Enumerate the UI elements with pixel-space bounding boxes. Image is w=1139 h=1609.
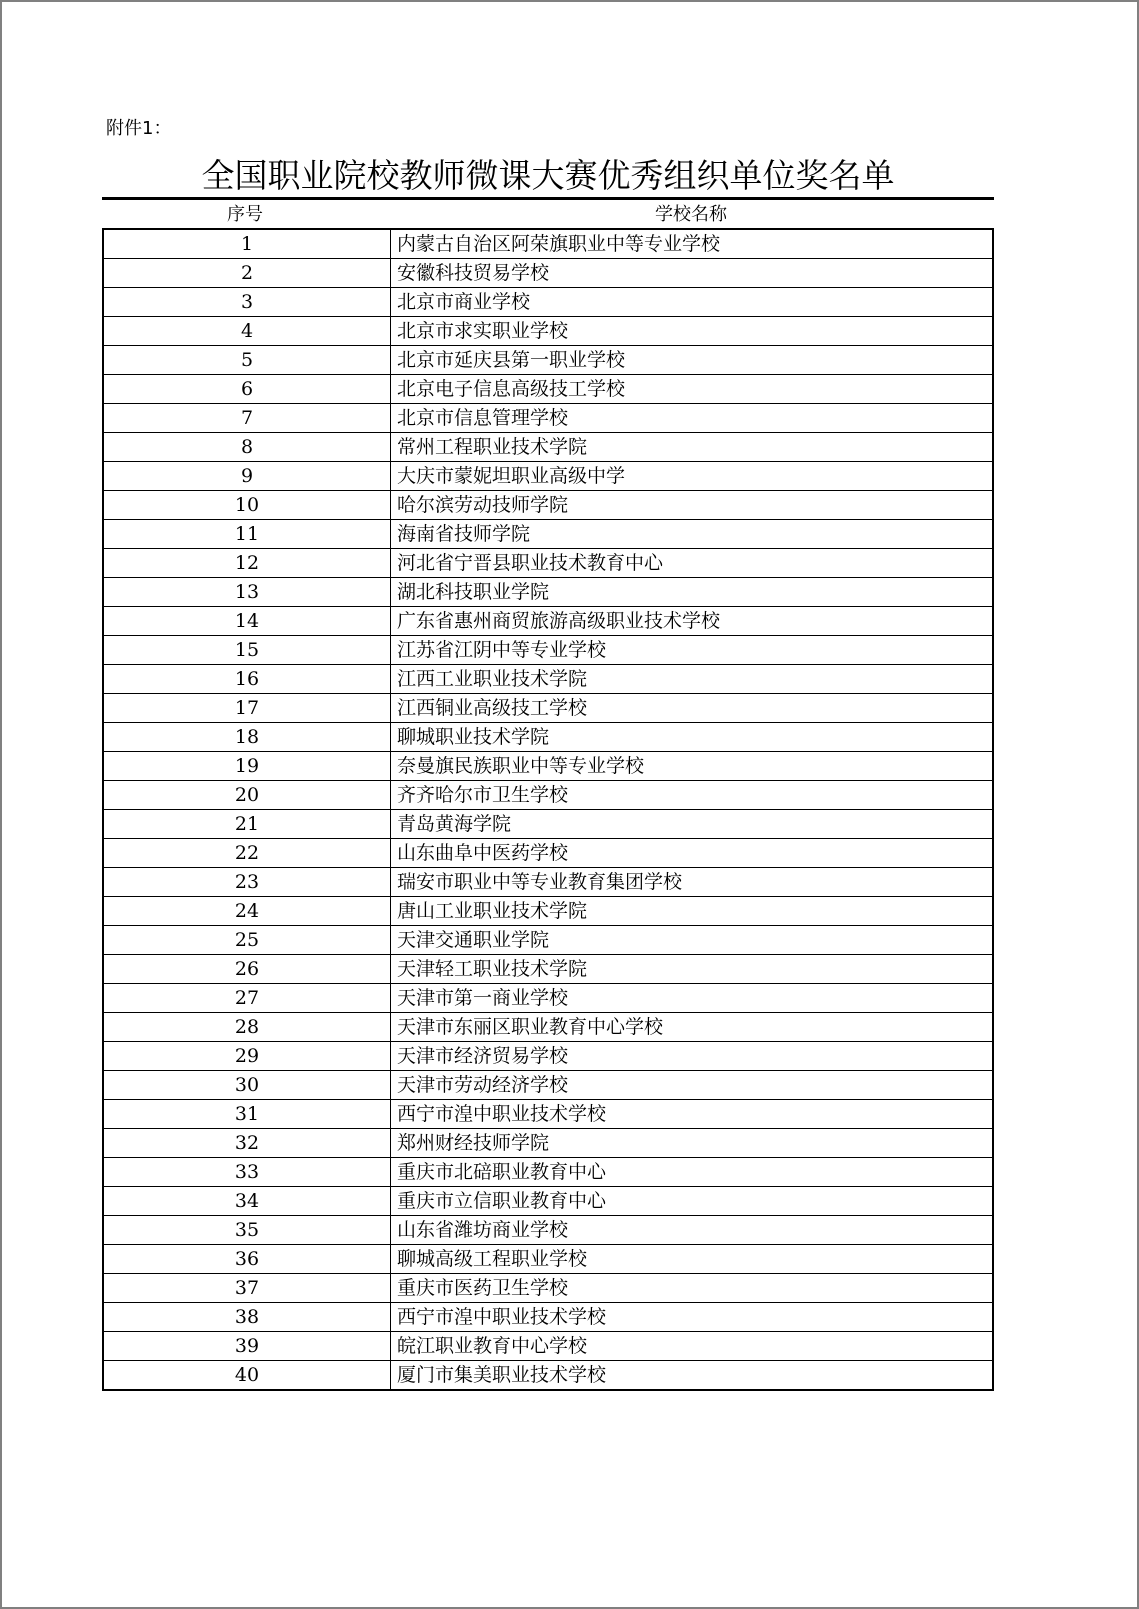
row-school-name: 北京市延庆县第一职业学校 — [391, 346, 994, 375]
table-row — [103, 1332, 993, 1361]
row-index: 1 — [103, 229, 391, 259]
row-school-name: 西宁市湟中职业技术学校 — [391, 1303, 994, 1332]
row-index: 28 — [103, 1013, 391, 1042]
table-row — [103, 259, 993, 288]
row-index: 32 — [103, 1129, 391, 1158]
table-row — [103, 404, 993, 433]
table-row — [103, 1245, 993, 1274]
row-index: 8 — [103, 433, 391, 462]
row-index: 24 — [103, 897, 391, 926]
row-school-name: 山东省潍坊商业学校 — [391, 1216, 994, 1245]
title-divider — [102, 197, 994, 200]
row-school-name: 重庆市立信职业教育中心 — [391, 1187, 994, 1216]
table-row — [103, 1158, 993, 1187]
row-index: 17 — [103, 694, 391, 723]
table-row — [103, 1071, 993, 1100]
table-row — [103, 926, 993, 955]
table-row — [103, 694, 993, 723]
row-index: 31 — [103, 1100, 391, 1129]
table-row — [103, 1274, 993, 1303]
table-row — [103, 665, 993, 694]
row-index: 37 — [103, 1274, 391, 1303]
school-table-body — [103, 229, 993, 1390]
row-school-name: 北京市商业学校 — [391, 288, 994, 317]
row-index: 39 — [103, 1332, 391, 1361]
row-index: 3 — [103, 288, 391, 317]
row-index: 11 — [103, 520, 391, 549]
row-school-name: 湖北科技职业学院 — [391, 578, 994, 607]
row-school-name: 郑州财经技师学院 — [391, 1129, 994, 1158]
table-row — [103, 839, 993, 868]
row-school-name: 大庆市蒙妮坦职业高级中学 — [391, 462, 994, 491]
table-header — [102, 202, 994, 228]
row-school-name: 重庆市北碚职业教育中心 — [391, 1158, 994, 1187]
row-school-name: 北京市求实职业学校 — [391, 317, 994, 346]
row-school-name: 山东曲阜中医药学校 — [391, 839, 994, 868]
row-index: 33 — [103, 1158, 391, 1187]
table-row — [103, 955, 993, 984]
row-index: 5 — [103, 346, 391, 375]
row-index: 36 — [103, 1245, 391, 1274]
table-row — [103, 868, 993, 897]
row-school-name: 重庆市医药卫生学校 — [391, 1274, 994, 1303]
table-row — [103, 984, 993, 1013]
row-index: 26 — [103, 955, 391, 984]
table-row — [103, 346, 993, 375]
row-school-name: 常州工程职业技术学院 — [391, 433, 994, 462]
row-index: 2 — [103, 259, 391, 288]
school-table — [102, 228, 994, 1391]
column-header-index: 序号 — [227, 204, 263, 225]
row-school-name: 瑞安市职业中等专业教育集团学校 — [391, 868, 994, 897]
row-school-name: 聊城高级工程职业学校 — [391, 1245, 994, 1274]
row-school-name: 海南省技师学院 — [391, 520, 994, 549]
row-school-name: 广东省惠州商贸旅游高级职业技术学校 — [391, 607, 994, 636]
table-row — [103, 607, 993, 636]
row-index: 13 — [103, 578, 391, 607]
table-row — [103, 462, 993, 491]
table-row — [103, 433, 993, 462]
table-row — [103, 520, 993, 549]
row-index: 21 — [103, 810, 391, 839]
row-school-name: 西宁市湟中职业技术学校 — [391, 1100, 994, 1129]
table-row — [103, 229, 993, 259]
row-index: 10 — [103, 491, 391, 520]
row-school-name: 江苏省江阴中等专业学校 — [391, 636, 994, 665]
row-index: 15 — [103, 636, 391, 665]
row-index: 25 — [103, 926, 391, 955]
row-index: 19 — [103, 752, 391, 781]
table-row — [103, 491, 993, 520]
row-index: 7 — [103, 404, 391, 433]
row-school-name: 天津轻工职业技术学院 — [391, 955, 994, 984]
row-index: 23 — [103, 868, 391, 897]
row-school-name: 天津市劳动经济学校 — [391, 1071, 994, 1100]
row-school-name: 聊城职业技术学院 — [391, 723, 994, 752]
row-school-name: 江西铜业高级技工学校 — [391, 694, 994, 723]
row-index: 30 — [103, 1071, 391, 1100]
row-index: 35 — [103, 1216, 391, 1245]
table-row — [103, 1187, 993, 1216]
table-row — [103, 375, 993, 404]
row-index: 18 — [103, 723, 391, 752]
row-index: 22 — [103, 839, 391, 868]
row-index: 40 — [103, 1361, 391, 1391]
table-row — [103, 578, 993, 607]
row-school-name: 北京电子信息高级技工学校 — [391, 375, 994, 404]
column-header-school: 学校名称 — [655, 204, 727, 225]
table-row — [103, 1042, 993, 1071]
table-row — [103, 1303, 993, 1332]
table-row — [103, 317, 993, 346]
row-index: 29 — [103, 1042, 391, 1071]
row-school-name: 河北省宁晋县职业技术教育中心 — [391, 549, 994, 578]
table-row — [103, 810, 993, 839]
table-row — [103, 1129, 993, 1158]
row-school-name: 江西工业职业技术学院 — [391, 665, 994, 694]
row-index: 12 — [103, 549, 391, 578]
table-row — [103, 752, 993, 781]
row-school-name: 奈曼旗民族职业中等专业学校 — [391, 752, 994, 781]
table-row — [103, 636, 993, 665]
table-row — [103, 723, 993, 752]
row-school-name: 齐齐哈尔市卫生学校 — [391, 781, 994, 810]
row-school-name: 哈尔滨劳动技师学院 — [391, 491, 994, 520]
table-row — [103, 1013, 993, 1042]
row-school-name: 厦门市集美职业技术学校 — [391, 1361, 994, 1391]
row-school-name: 安徽科技贸易学校 — [391, 259, 994, 288]
row-school-name: 青岛黄海学院 — [391, 810, 994, 839]
row-school-name: 内蒙古自治区阿荣旗职业中等专业学校 — [391, 229, 994, 259]
table-row — [103, 549, 993, 578]
page-title: 全国职业院校教师微课大赛优秀组织单位奖名单 — [201, 156, 895, 195]
row-index: 16 — [103, 665, 391, 694]
table-row — [103, 1216, 993, 1245]
row-index: 20 — [103, 781, 391, 810]
row-school-name: 天津市第一商业学校 — [391, 984, 994, 1013]
row-index: 4 — [103, 317, 391, 346]
table-row — [103, 897, 993, 926]
row-school-name: 北京市信息管理学校 — [391, 404, 994, 433]
row-school-name: 天津市经济贸易学校 — [391, 1042, 994, 1071]
row-index: 38 — [103, 1303, 391, 1332]
row-school-name: 皖江职业教育中心学校 — [391, 1332, 994, 1361]
row-school-name: 天津市东丽区职业教育中心学校 — [391, 1013, 994, 1042]
row-index: 14 — [103, 607, 391, 636]
row-school-name: 唐山工业职业技术学院 — [391, 897, 994, 926]
row-index: 9 — [103, 462, 391, 491]
row-index: 34 — [103, 1187, 391, 1216]
table-row — [103, 781, 993, 810]
attachment-label: 附件1： — [106, 118, 172, 139]
row-index: 6 — [103, 375, 391, 404]
row-index: 27 — [103, 984, 391, 1013]
table-row — [103, 288, 993, 317]
table-row — [103, 1361, 993, 1391]
row-school-name: 天津交通职业学院 — [391, 926, 994, 955]
table-row — [103, 1100, 993, 1129]
